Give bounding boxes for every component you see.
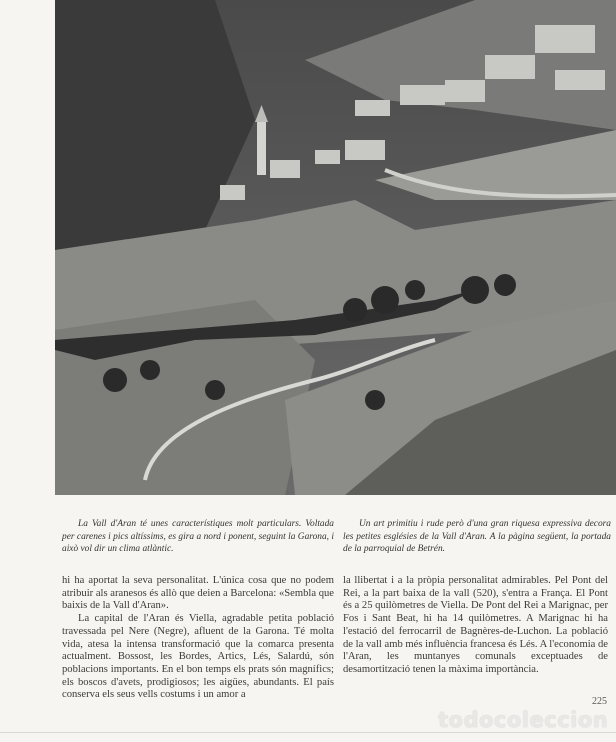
paragraph: la llibertat i a la pròpia personalitat admirables. Pel Pont del Rei, a la part baixa de la vall (520), s'entra a França. El Pont és a 25 quilòmetres de Viella. De Pont del Rei a Marignac, per Fos i Sant Beat, hi ha 14 quilòmetres. A Marignac hi ha l'estació del ferrocarril de Bagnères-de-Luchon. La població de la vall amb més influència francesa és Lés. A l'economia de l'Aran, les muntanyes comunals exceptuades de desamortització tenen la màxima importància. (343, 575, 608, 675)
paragraph: hi ha aportat la seva personalitat. L'única cosa que no podem atribuir als aranesos és allò que deien a Barcelona: «Sembla que baixis de la Vall d'Aran». (62, 575, 334, 612)
photo-caption-right: Un art primitiu i rude però d'una gran riquesa expressiva decora les petites esglésies de la Vall d'Aran. A la pàgina següent, la portada de la parroquial de Betrén. (343, 519, 611, 555)
photo-caption-left: La Vall d'Aran té unes característiques molt particulars. Voltada per carenes i pics altíssims, es gira a nord i ponent, seguint la Garona, i això vol dir un clima atlàntic. (62, 519, 334, 555)
watermark: todocoleccion (438, 708, 609, 732)
body-column-right (343, 575, 608, 677)
page-number: 225 (592, 696, 607, 707)
paragraph: La capital de l'Aran és Viella, agradable petita població travessada pel Nere (Negre), afluent de la Garona. Té molta vida, atesa la intensa transformació que la comarca presenta actualment. Bossost, les Bordes, Artics, Lés, Salardú, són poblacions importants. En el bon temps els prats són magnífics; els boscos d'avets, prodigiosos; les aigües, abundants. El país conserva els seus vells costums i un amor a (62, 613, 334, 701)
divider (0, 732, 616, 733)
valley-village-photo (55, 0, 616, 495)
body-column-left (62, 575, 334, 702)
